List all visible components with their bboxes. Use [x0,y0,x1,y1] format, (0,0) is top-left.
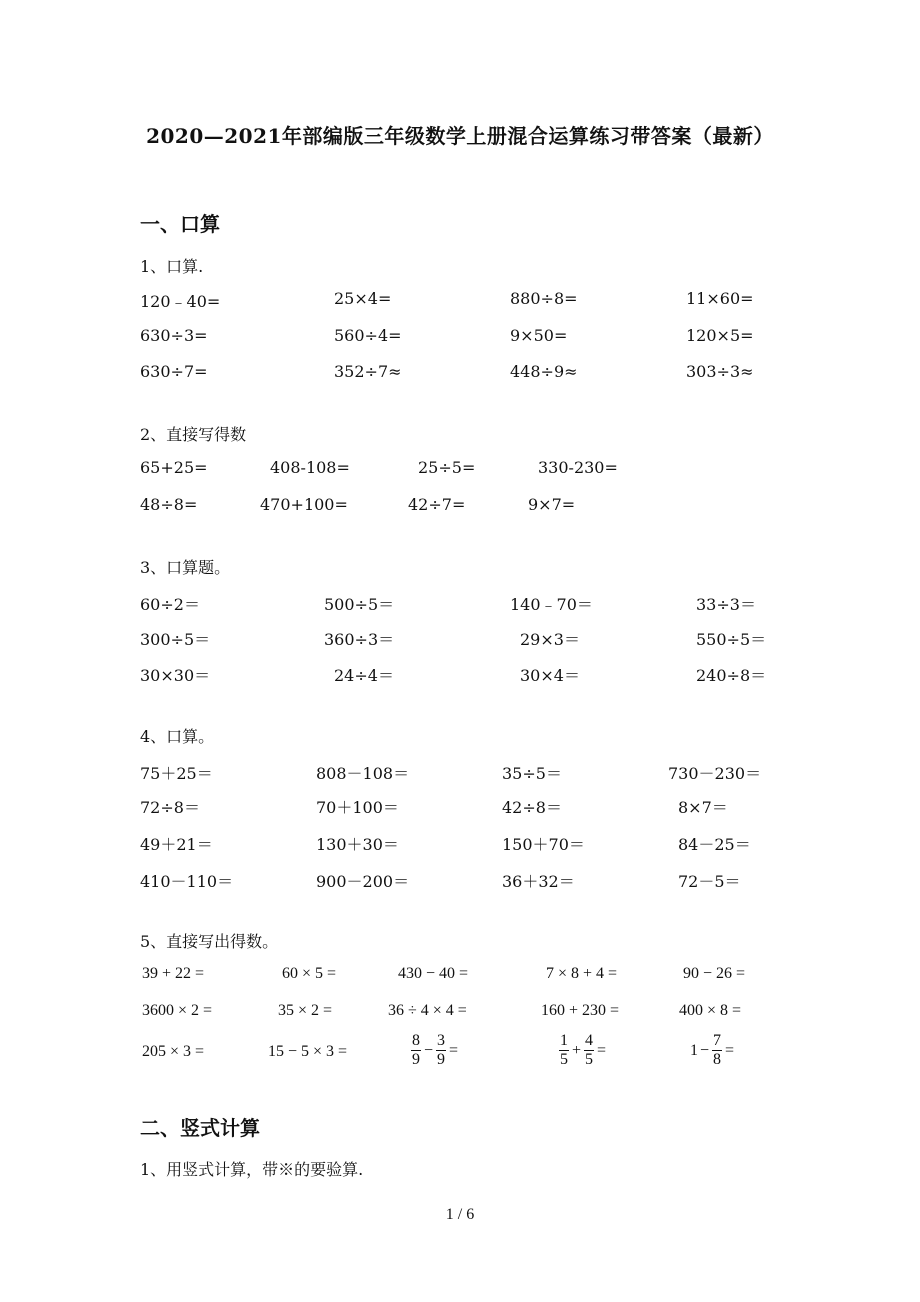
expression: 70＋100＝ [316,798,399,817]
expression: 360÷3＝ [324,630,395,649]
section-heading-oral: 一、口算 [140,212,220,236]
fraction [559,1032,569,1069]
expression: 48÷8= [140,495,198,514]
expression: 36＋32＝ [502,872,575,891]
problem-1-row [0,326,920,350]
expression: 75＋25＝ [140,764,213,783]
fraction [436,1032,446,1069]
fraction-expression [558,1032,608,1069]
expression: 42÷8＝ [502,798,562,817]
expression: 300÷5＝ [140,630,211,649]
numerator: 7 [713,1032,722,1049]
operator: − [700,1041,710,1059]
expression: 303÷3≈ [686,362,754,381]
fraction [411,1032,421,1069]
operator: + [572,1041,582,1059]
expression: 880÷8= [510,289,578,308]
expression: 49＋21＝ [140,835,213,854]
operator: − [424,1041,434,1059]
expression: 25÷5= [418,458,476,477]
expression: 808－108＝ [316,764,410,783]
numerator: 4 [585,1032,594,1049]
expression: 900－200＝ [316,872,410,891]
expression: 65+25= [140,458,208,477]
expression: 42÷7= [408,495,466,514]
expression: 25×4= [334,289,392,308]
expression: 30×4＝ [520,666,580,685]
expression: 408-108= [270,458,350,477]
expression: 7 × 8 + 4 = [546,965,618,982]
denominator: 8 [713,1051,722,1068]
expression: 560÷4= [334,326,402,345]
problem-3-row [0,592,920,616]
fraction [712,1032,722,1069]
expression: 410－110＝ [140,872,234,891]
expression: 84－25＝ [678,835,751,854]
expression: 35÷5＝ [502,764,562,783]
expression: 448÷9≈ [510,362,578,381]
expression: 630÷3= [140,326,208,345]
equals-sign: = [725,1041,735,1059]
problem-label-3: 3、口算题。 [140,558,231,577]
problem-2-row [0,458,920,482]
expression: 33÷3＝ [696,595,756,614]
expression: 72÷8＝ [140,798,200,817]
denominator: 5 [585,1051,594,1068]
numerator: 8 [412,1032,420,1049]
expression: 470+100= [260,495,348,514]
problem-label-4: 4、口算。 [140,727,215,746]
denominator: 5 [560,1051,568,1068]
problem-label-1: 1、口算. [140,257,204,276]
expression: 500÷5＝ [324,595,395,614]
problem-1-row [0,362,920,386]
numerator: 3 [437,1032,446,1049]
whole-number: 1 [690,1041,698,1059]
fraction-expression [690,1032,736,1069]
equals-sign: = [449,1041,459,1059]
expression: 730－230＝ [668,764,762,783]
numerator: 1 [560,1032,568,1049]
problem-label-vertical-1: 1、用竖式计算，带※的要验算. [140,1160,364,1179]
expression: 60÷2＝ [140,595,200,614]
expression: 60 × 5 = [282,965,337,982]
problem-label-5: 5、直接写出得数。 [140,932,279,951]
problem-label-2: 2、直接写得数 [140,425,247,444]
expression: 3600 × 2 = [142,1002,213,1019]
problem-5-row [0,965,920,989]
expression: 130＋30＝ [316,835,399,854]
expression: 90 − 26 = [683,965,746,982]
problem-3-row [0,627,920,651]
expression: 550÷5＝ [696,630,767,649]
expression: 120﹣40= [140,292,221,311]
fraction-expression [410,1032,460,1069]
expression: 36 ÷ 4 × 4 = [388,1002,467,1019]
fraction [584,1032,594,1069]
problem-4-row [0,869,920,893]
problem-3-row [0,663,920,687]
problem-4-row [0,761,920,785]
section-heading-vertical: 二、竖式计算 [140,1116,260,1140]
expression: 630÷7= [140,362,208,381]
expression: 35 × 2 = [278,1002,333,1019]
problem-5-row [0,1002,920,1026]
denominator: 9 [437,1051,446,1068]
expression: 11×60= [686,289,754,308]
expression: 240÷8＝ [696,666,767,685]
page-title: 2020—2021年部编版三年级数学上册混合运算练习带答案（最新） [146,124,774,148]
problem-4-row [0,832,920,856]
expression: 15 − 5 × 3 = [268,1043,348,1060]
expression: 330-230= [538,458,618,477]
expression: 72－5＝ [678,872,741,891]
expression: 8×7＝ [678,798,728,817]
expression: 400 × 8 = [679,1002,742,1019]
problem-1-row [0,289,920,313]
expression: 205 × 3 = [142,1043,205,1060]
expression: 29×3＝ [520,630,580,649]
expression: 9×50= [510,326,568,345]
expression: 30×30＝ [140,666,211,685]
expression: 430 − 40 = [398,965,469,982]
denominator: 9 [412,1051,420,1068]
expression: 150＋70＝ [502,835,585,854]
expression: 352÷7≈ [334,362,402,381]
expression: 140﹣70＝ [510,595,593,614]
equals-sign: = [597,1041,607,1059]
problem-2-row [0,495,920,519]
expression: 9×7= [528,495,576,514]
expression: 120×5= [686,326,754,345]
expression: 39 + 22 = [142,965,205,982]
expression: 160 + 230 = [541,1002,620,1019]
expression: 24÷4＝ [334,666,394,685]
page-number: 1 / 6 [445,1206,475,1223]
problem-4-row [0,795,920,819]
